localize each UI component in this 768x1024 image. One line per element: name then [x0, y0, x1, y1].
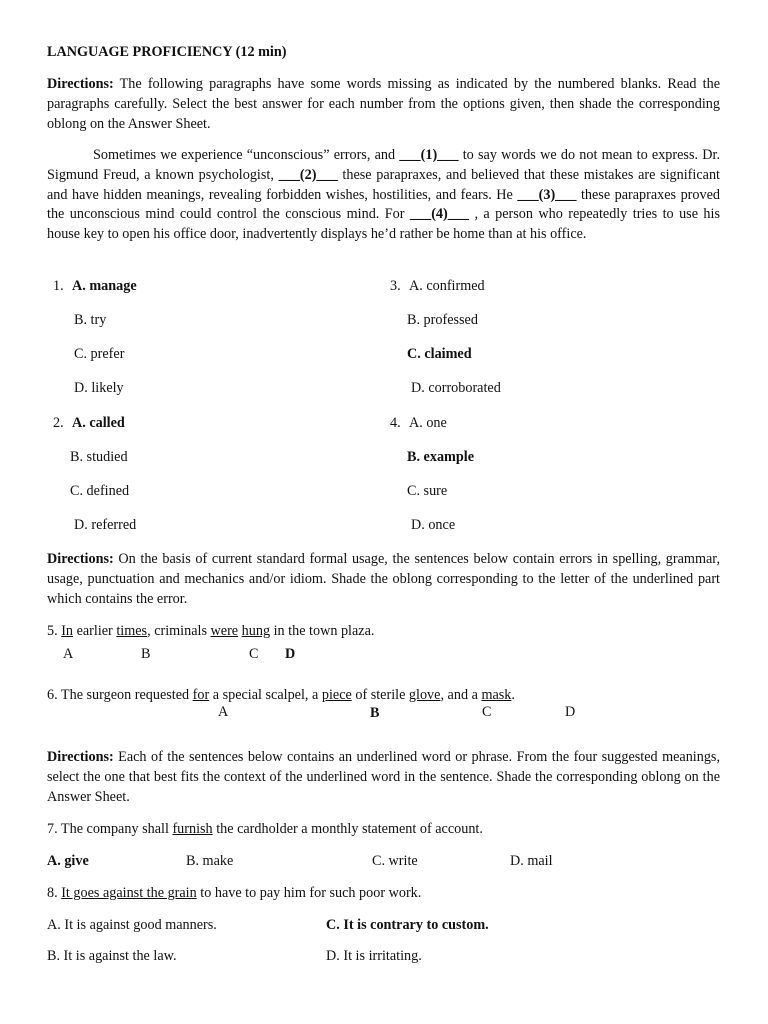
q1-option-c: C. prefer [74, 346, 125, 362]
q3-option-a: A. confirmed [409, 278, 485, 294]
q1-option-d: D. likely [74, 380, 124, 396]
directions-label: Directions: [47, 749, 114, 765]
q5-label-a: A [63, 646, 74, 662]
q7-sentence: 7. The company shall furnish the cardholder a monthly statement of account. [47, 821, 483, 837]
passage-text: Sometimes we experience “unconscious” errors, and [93, 147, 400, 163]
q7-option-a: A. give [47, 853, 89, 869]
blank-2: ___(2)___ [278, 166, 338, 183]
q2-option-d: D. referred [74, 517, 137, 533]
q4-option-c: C. sure [407, 483, 448, 499]
q6-underline-b: piece [321, 687, 352, 703]
q3-option-b: B. professed [407, 312, 478, 328]
directions-block-3 [47, 748, 720, 807]
directions-block-2 [47, 550, 720, 609]
q8-option-b: B. It is against the law. [47, 948, 177, 964]
q8-underlined-phrase: It goes against the grain [61, 885, 197, 901]
q2-option-c: C. defined [70, 483, 130, 499]
q6-underline-a: for [192, 687, 210, 703]
q8-option-c: C. It is contrary to custom. [326, 917, 489, 933]
q5-label-d: D [285, 646, 296, 662]
passage [47, 146, 720, 245]
q4-option-b: B. example [407, 449, 474, 465]
q5-underline-d: hung [241, 623, 271, 639]
q8-option-d: D. It is irritating. [326, 948, 422, 964]
directions-block-1 [47, 75, 720, 134]
blank-3: ___(3)___ [517, 186, 577, 203]
q2-option-a: A. called [72, 415, 125, 431]
passage-text: these parapraxes, and believed that these mistakes are significant and have hidden meanings, revealing forbidden wishes, hostilities, and fears. He [47, 166, 720, 203]
q5-label-c: C [249, 646, 259, 662]
q7-option-d: D. mail [510, 853, 553, 869]
blank-4: ___(4)___ [409, 206, 470, 223]
q8-sentence: 8. It goes against the grain to have to pay him for such poor work. [47, 885, 422, 901]
passage-text: to say words we do not mean to express. Dr. Sigmund Freud, a known psychologist, [47, 147, 720, 183]
q6-underline-c: glove [408, 687, 441, 703]
directions-text: The following paragraphs have some words missing as indicated by the numbered blanks. Read the paragraphs carefully. Select the best answer for each number from the options given, then shade the corresponding oblong on the Answer Sheet. [47, 76, 720, 132]
q4-option-a: A. one [409, 415, 447, 431]
q7-option-c: C. write [372, 853, 418, 869]
q6-label-c: C [482, 704, 492, 720]
directions-text: Each of the sentences below contains an underlined word or phrase. From the four suggested meanings, select the one that best fits the context of the underlined word in the sentence. Shade the corresponding oblong on the Answer Sheet. [47, 749, 720, 805]
q3-option-d: D. corroborated [411, 380, 501, 396]
directions-label: Directions: [47, 76, 114, 92]
passage-text: , a person who repeatedly tries to use his house key to open his office door, inadvertently displays he’d rather be home than at his office. [47, 206, 720, 243]
passage-text: these parapraxes proved the unconscious mind could control the conscious mind. For [47, 186, 720, 223]
q1-number: 1. [53, 278, 64, 294]
q8-option-a: A. It is against good manners. [47, 917, 217, 933]
q1-option-b: B. try [74, 312, 107, 328]
q5-underline-b: times [116, 623, 148, 639]
q6-sentence: 6. The surgeon requested for a special scalpel, a piece of sterile glove, and a mask. [47, 687, 515, 703]
q7-option-b: B. make [186, 853, 234, 869]
q2-number: 2. [53, 415, 64, 431]
q2-option-b: B. studied [70, 449, 128, 465]
q3-number: 3. [390, 278, 401, 294]
q5-underline-c: were [210, 623, 239, 639]
q6-label-a: A [218, 704, 229, 720]
q4-option-d: D. once [411, 517, 456, 533]
q6-label-b: B [370, 705, 380, 721]
q5-sentence: 5. In earlier times, criminals were hung in the town plaza. [47, 623, 375, 639]
q7-underlined-word: furnish [172, 821, 213, 837]
q1-option-a: A. manage [72, 278, 137, 294]
directions-text: On the basis of current standard formal usage, the sentences below contain errors in spelling, grammar, usage, punctuation and mechanics and/or idiom. Shade the oblong corresponding to the letter of the underlined part which contains the error. [47, 551, 720, 607]
blank-1: ___(1)___ [399, 147, 459, 163]
q6-underline-d: mask [481, 687, 512, 703]
q5-label-b: B [141, 646, 151, 662]
page-title: LANGUAGE PROFICIENCY (12 min) [47, 44, 287, 60]
q3-option-c: C. claimed [407, 346, 472, 362]
q4-number: 4. [390, 415, 401, 431]
q6-label-d: D [565, 704, 576, 720]
directions-label: Directions: [47, 551, 114, 567]
q5-underline-a: In [61, 623, 74, 639]
